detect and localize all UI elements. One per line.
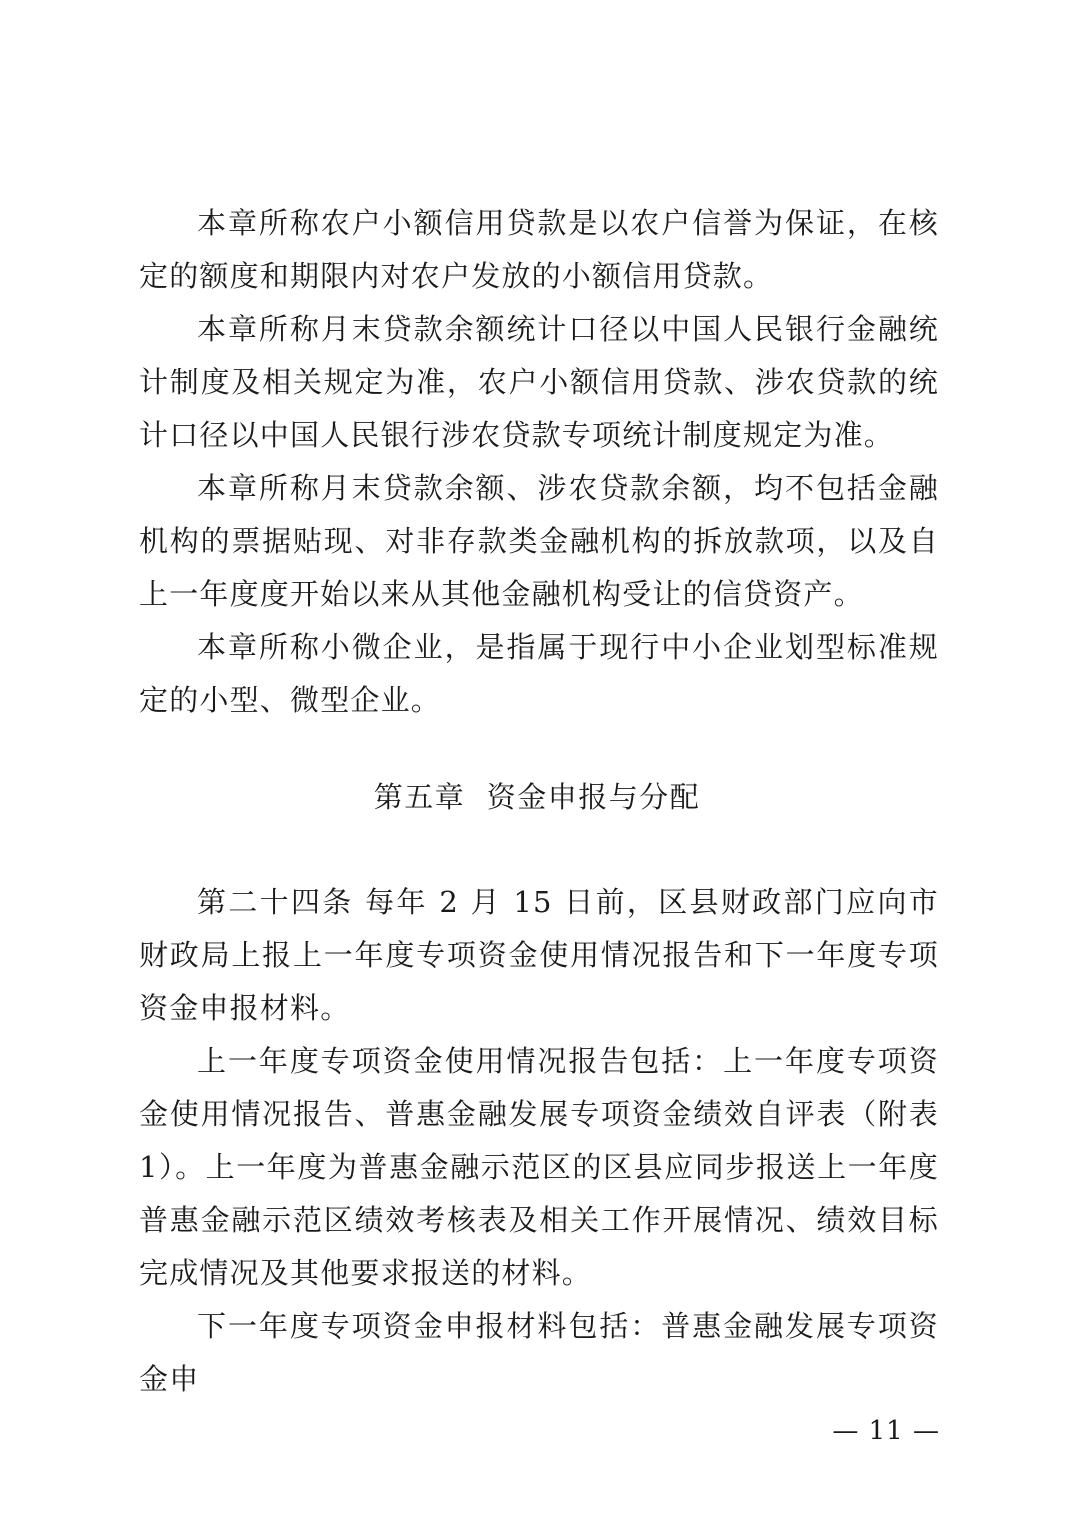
chapter-heading: 第五章 资金申报与分配 (373, 780, 701, 814)
page-number: — 11 — (832, 1416, 940, 1446)
definitions-section (139, 197, 939, 727)
paragraph-loan-balance-statistics: 本章所称月末贷款余额统计口径以中国人民银行金融统计制度及相关规定为准，农户小额信用贷款、涉农贷款的统计口径以中国人民银行涉农贷款专项统计制度规定为准。 (139, 312, 939, 452)
funding-application-section (139, 876, 939, 1406)
application-materials-paragraph: 下一年度专项资金申报材料包括：普惠金融发展专项资金申 (139, 1309, 939, 1396)
usage-report-contents-paragraph: 上一年度专项资金使用情况报告包括：上一年度专项资金使用情况报告、普惠金融发展专项资金绩效自评表（附表 1）。上一年度为普惠金融示范区的区县应同步报送上一年度普惠金融示范区绩效考核表及相关工作开展情况、绩效目标完成情况及其他要求报送的材料。 (139, 1044, 939, 1290)
paragraph-loan-balance-exclusions: 本章所称月末贷款余额、涉农贷款余额，均不包括金融机构的票据贴现、对非存款类金融机构的拆放款项，以及自上一年度度开始以来从其他金融机构受让的信贷资产。 (139, 471, 939, 611)
paragraph-farmer-microcredit-definition: 本章所称农户小额信用贷款是以农户信誉为保证，在核定的额度和期限内对农户发放的小额信用贷款。 (139, 206, 939, 293)
paragraph-small-micro-enterprise-definition: 本章所称小微企业，是指属于现行中小企业划型标准规定的小型、微型企业。 (139, 630, 939, 717)
article-24-paragraph: 第二十四条 每年 2 月 15 日前，区县财政部门应向市财政局上报上一年度专项资金使用情况报告和下一年度专项资金申报材料。 (139, 885, 939, 1025)
